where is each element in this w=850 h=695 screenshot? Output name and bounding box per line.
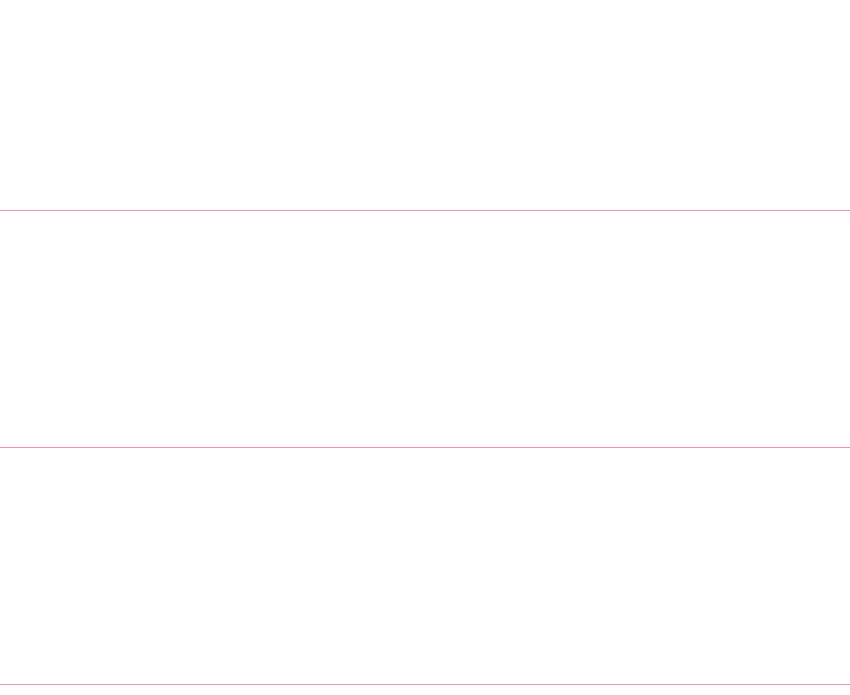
empty-section-top	[0, 0, 850, 210]
empty-section-bottom	[0, 448, 850, 684]
pink-divider-line	[0, 684, 850, 685]
empty-section-middle	[0, 211, 850, 447]
